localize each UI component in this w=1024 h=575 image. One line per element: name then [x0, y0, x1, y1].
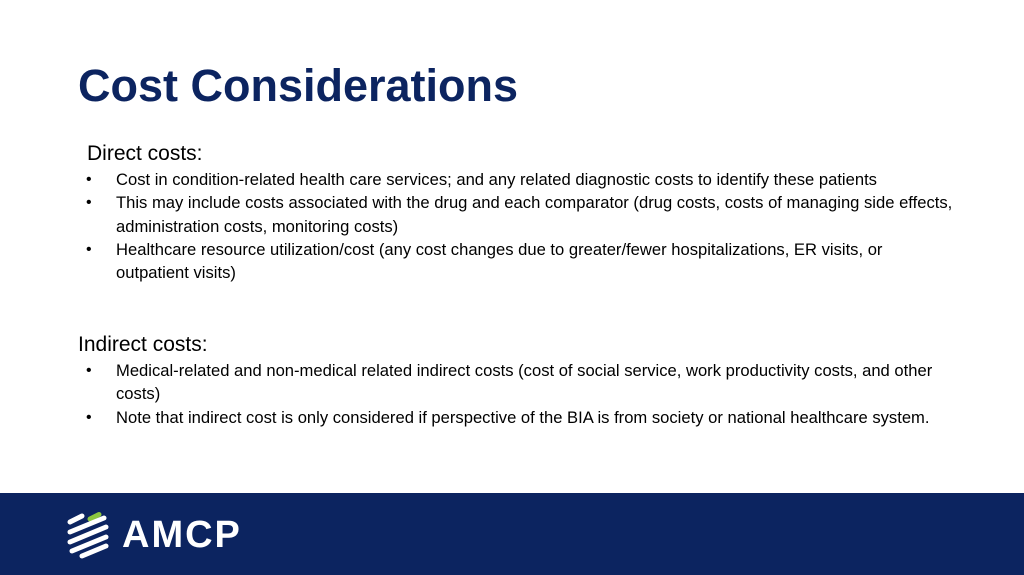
bullet-icon: •: [86, 362, 92, 379]
direct-costs-section: [78, 140, 958, 284]
slide-title: Cost Considerations: [78, 60, 519, 111]
indirect-costs-heading: Indirect costs:: [78, 333, 208, 356]
list-item: [78, 238, 958, 285]
logo-wordmark: AMCP: [122, 514, 242, 556]
list-item: [78, 191, 958, 238]
indirect-costs-section: [78, 331, 958, 429]
list-item: [78, 359, 958, 406]
amcp-stripes-logo-icon: [66, 511, 114, 559]
list-item-text: Medical-related and non-medical related indirect costs (cost of social service, work productivity costs, and other costs): [116, 361, 933, 404]
indirect-costs-list: [78, 359, 958, 429]
list-item-text: Cost in condition-related health care services; and any related diagnostic costs to identify these patients: [116, 170, 877, 189]
list-item: [78, 406, 958, 429]
direct-costs-list: [78, 168, 958, 284]
bullet-icon: •: [86, 194, 92, 212]
bullet-icon: •: [86, 240, 92, 258]
list-item-text: Healthcare resource utilization/cost (any cost changes due to greater/fewer hospitalizations, ER visits, or outpatient visits): [116, 239, 883, 283]
footer-bar: [0, 493, 1024, 575]
list-item-text: This may include costs associated with the drug and each comparator (drug costs, costs of managing side effects, administration costs, monitoring costs): [116, 193, 953, 236]
list-item-text: Note that indirect cost is only considered if perspective of the BIA is from society or national healthcare system.: [116, 407, 930, 427]
list-item: [78, 168, 958, 191]
bullet-icon: •: [86, 408, 92, 426]
direct-costs-heading: Direct costs:: [87, 142, 203, 165]
amcp-logo: [66, 513, 242, 557]
bullet-icon: •: [86, 171, 92, 188]
